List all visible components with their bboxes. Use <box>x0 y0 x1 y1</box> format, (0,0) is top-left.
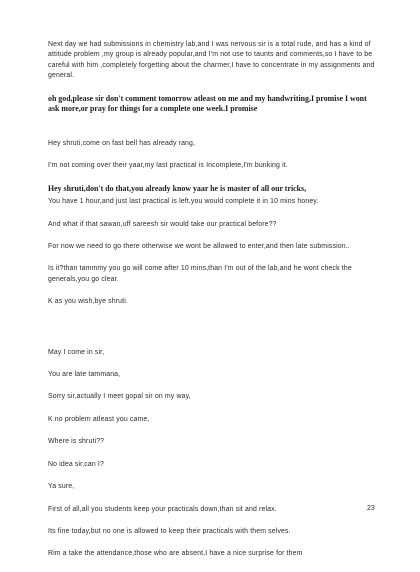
paragraph-emphasis: oh god,please sir don't comment tomorrow atleast on me and my handwriting,I promise I wont ask more,or pray for things for a complete one week.I promise <box>48 93 367 114</box>
paragraph: K no problem atleast you came, <box>48 415 150 423</box>
paragraph: Rim a take the attendance,those who are absent,I have a nice surprise for them <box>48 550 303 558</box>
paragraph: Its fine today,but no one is allowed to keep their practicals with them selves. <box>48 527 291 535</box>
paragraph: Where is shruti?? <box>48 438 105 446</box>
paragraph: First of all,all you students keep your practicals down,than sit and relax. <box>48 505 277 513</box>
paragraph: You are late tammana, <box>48 371 121 379</box>
paragraph: Ya sure, <box>48 483 75 491</box>
paragraph: May I come in sir, <box>48 348 105 356</box>
paragraph: Next day we had submissions in chemistry lab,and I was nervous sir is a total rude, and has a kind of attitude problem ,my group is already popular,and I'm not use to taunts and comments,so I have to be careful with him ,completely forgetting about the charmer,I have to concentrate in my assignments and general. <box>48 41 375 80</box>
paragraph: For now we need to go there otherwise we wont be allowed to enter,and then late submission.. <box>48 243 350 251</box>
paragraph: I'm not coming over their yaar,my last practical is Incomplete,I'm bunking it. <box>48 162 288 170</box>
paragraph: Sorry sir,actually I meet gopal sir on my way, <box>48 393 191 401</box>
body-text <box>48 40 380 572</box>
paragraph: K as you wish,bye shruti. <box>48 298 128 306</box>
paragraph: You have 1 hour,and just last practical is left,you would complete it in 10 mins honey. <box>48 198 319 206</box>
paragraph-emphasis: Hey shruti,don't do that,you already know yaar he is master of all our tricks, <box>48 183 307 193</box>
paragraph: Is it?than tammmy you go will come after 10 mins,than I'm out of the lab,and he wont check the generals,you go clear. <box>48 265 352 283</box>
paragraph: Hey shruti,come on fast bell has already rang, <box>48 139 196 147</box>
page-number: 23 <box>367 505 375 512</box>
paragraph: And what if that sawan,uff sareesh sir would take our practical before?? <box>48 220 277 228</box>
paragraph: No idea sir,can I? <box>48 460 104 468</box>
